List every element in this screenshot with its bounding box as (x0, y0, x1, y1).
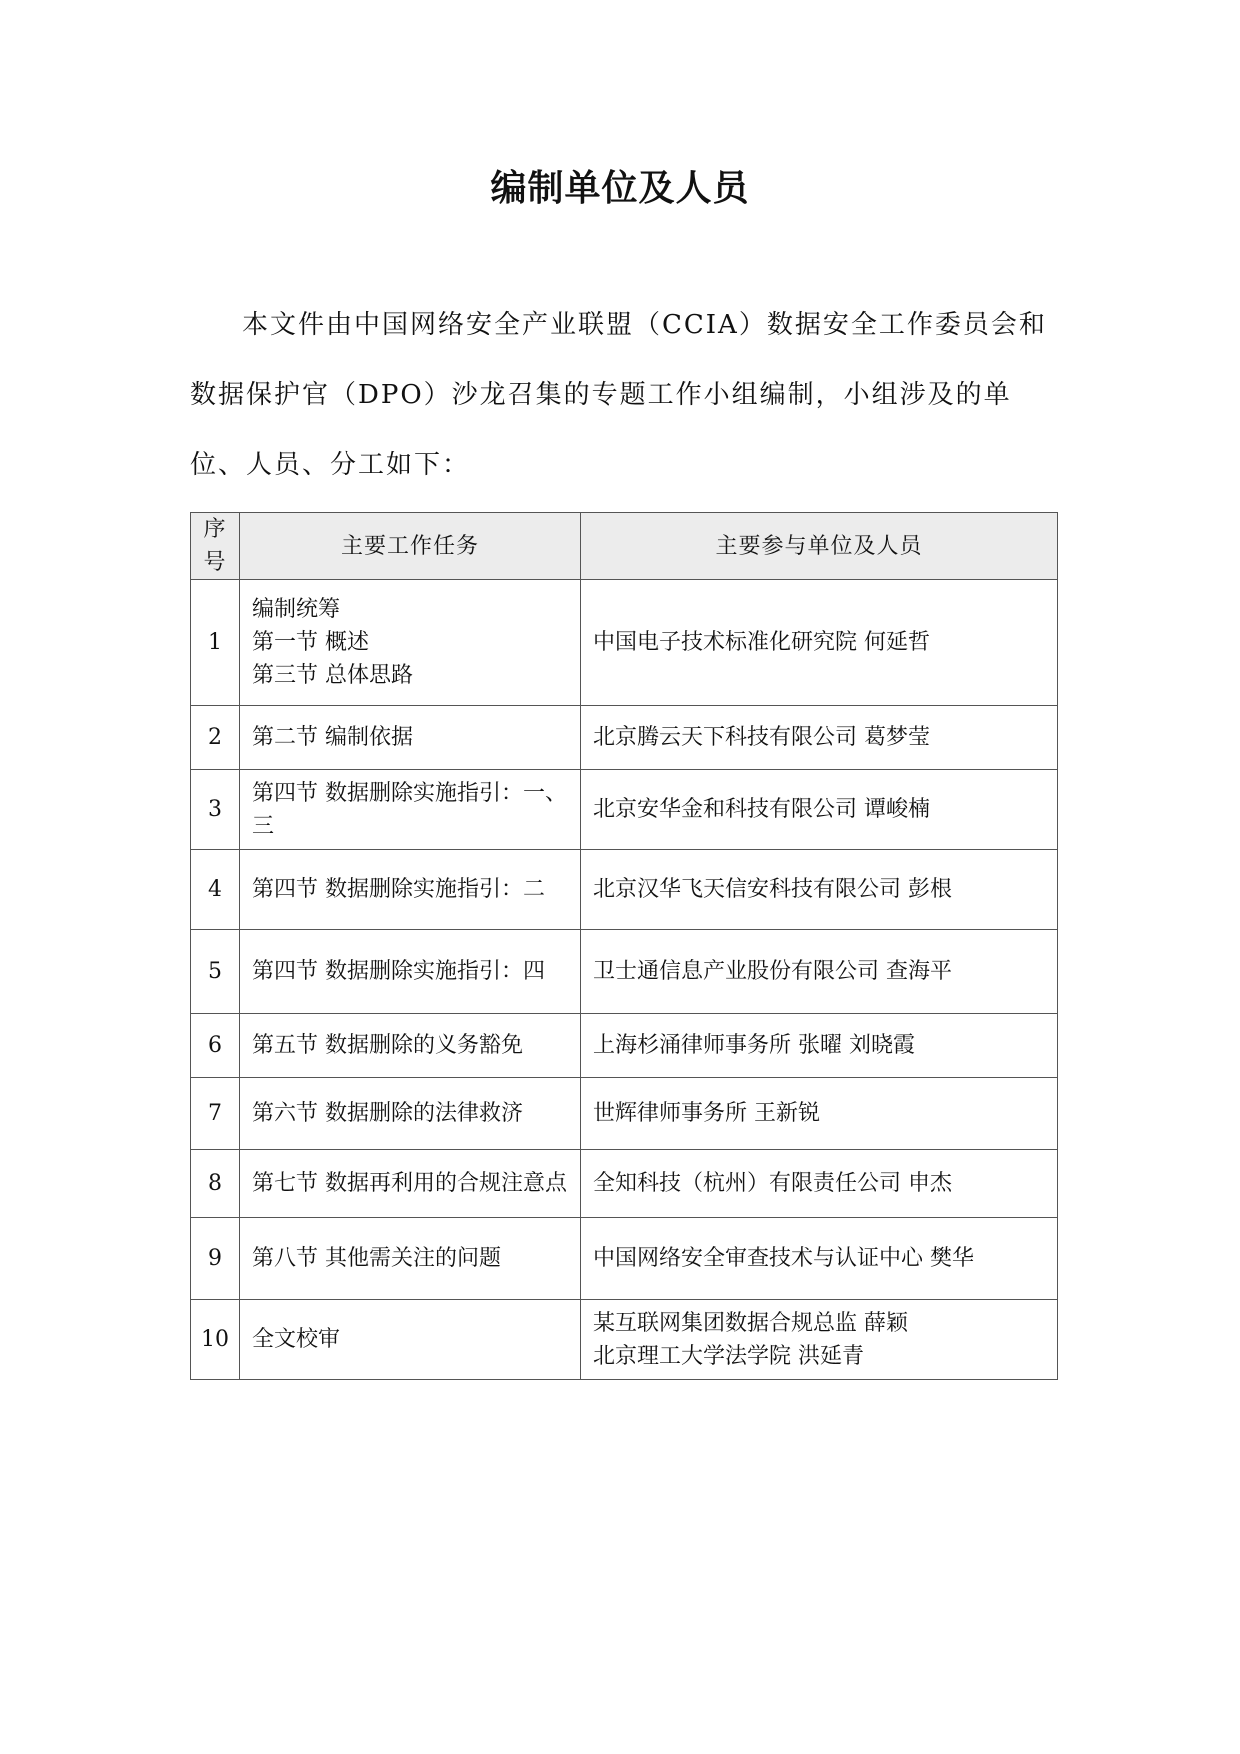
people-cell (581, 1078, 1058, 1150)
table-row (191, 1300, 1058, 1380)
task-cell (240, 770, 581, 850)
people-cell (581, 850, 1058, 930)
task-cell (240, 580, 581, 706)
task-cell (240, 1300, 581, 1380)
table-row (191, 580, 1058, 706)
task-line: 全文校审 (252, 1327, 341, 1352)
task-line: 第二节 编制依据 (252, 725, 413, 750)
row-number: 3 (191, 770, 240, 850)
people-line: 世辉律师事务所 王新锐 (593, 1101, 820, 1126)
row-number: 10 (191, 1300, 240, 1380)
table-body (191, 580, 1058, 1380)
staff-table (190, 512, 1058, 1380)
task-cell (240, 1014, 581, 1078)
task-cell (240, 1218, 581, 1300)
task-line: 第六节 数据删除的法律救济 (252, 1101, 523, 1126)
task-line: 第四节 数据删除实施指引：一、三 (252, 780, 567, 839)
people-line: 北京腾云天下科技有限公司 葛梦莹 (593, 725, 930, 750)
people-line: 卫士通信息产业股份有限公司 查海平 (593, 959, 952, 984)
people-line: 北京安华金和科技有限公司 谭峻楠 (593, 797, 930, 822)
people-cell (581, 1300, 1058, 1380)
table-row (191, 706, 1058, 770)
task-cell (240, 850, 581, 930)
people-cell (581, 770, 1058, 850)
people-line: 中国电子技术标准化研究院 何延哲 (593, 630, 930, 655)
task-cell (240, 930, 581, 1014)
people-line: 北京汉华飞天信安科技有限公司 彭根 (593, 877, 952, 902)
row-number: 4 (191, 850, 240, 930)
task-line: 第八节 其他需关注的问题 (252, 1246, 501, 1271)
row-number: 8 (191, 1150, 240, 1218)
people-cell (581, 930, 1058, 1014)
task-line: 第三节 总体思路 (252, 663, 413, 688)
task-cell (240, 706, 581, 770)
row-number: 6 (191, 1014, 240, 1078)
people-cell (581, 706, 1058, 770)
people-line: 中国网络安全审查技术与认证中心 樊华 (593, 1246, 974, 1271)
table-row (191, 770, 1058, 850)
people-cell (581, 1014, 1058, 1078)
table-row (191, 1218, 1058, 1300)
task-line: 第七节 数据再利用的合规注意点 (252, 1171, 567, 1196)
table-row (191, 1014, 1058, 1078)
header-task: 主要工作任务 (240, 513, 581, 580)
task-line: 第四节 数据删除实施指引：四 (252, 959, 545, 984)
row-number: 2 (191, 706, 240, 770)
table-row (191, 930, 1058, 1014)
intro-paragraph: 本文件由中国网络安全产业联盟（CCIA）数据安全工作委员会和数据保护官（DPO）沙龙召集的专题工作小组编制，小组涉及的单位、人员、分工如下： (190, 310, 1047, 480)
task-line: 第五节 数据删除的义务豁免 (252, 1033, 523, 1058)
people-line: 全知科技（杭州）有限责任公司 申杰 (593, 1171, 952, 1196)
table-row (191, 1078, 1058, 1150)
header-no: 序号 (191, 513, 240, 580)
page-title: 编制单位及人员 (490, 168, 750, 209)
task-cell (240, 1150, 581, 1218)
row-number: 9 (191, 1218, 240, 1300)
task-line: 第四节 数据删除实施指引：二 (252, 877, 545, 902)
people-line: 北京理工大学法学院 洪延青 (593, 1343, 864, 1369)
header-people: 主要参与单位及人员 (581, 513, 1058, 580)
task-cell (240, 1078, 581, 1150)
people-cell (581, 1218, 1058, 1300)
row-number: 1 (191, 580, 240, 706)
table-row (191, 1150, 1058, 1218)
task-line: 编制统筹 (252, 597, 341, 622)
row-number: 5 (191, 930, 240, 1014)
table-row (191, 850, 1058, 930)
task-line: 第一节 概述 (252, 630, 369, 655)
people-line: 某互联网集团数据合规总监 薛颖 (593, 1310, 908, 1336)
table-header-row (191, 513, 1058, 580)
people-line: 上海杉涌律师事务所 张曜 刘晓霞 (593, 1033, 915, 1058)
people-cell (581, 580, 1058, 706)
row-number: 7 (191, 1078, 240, 1150)
people-cell (581, 1150, 1058, 1218)
